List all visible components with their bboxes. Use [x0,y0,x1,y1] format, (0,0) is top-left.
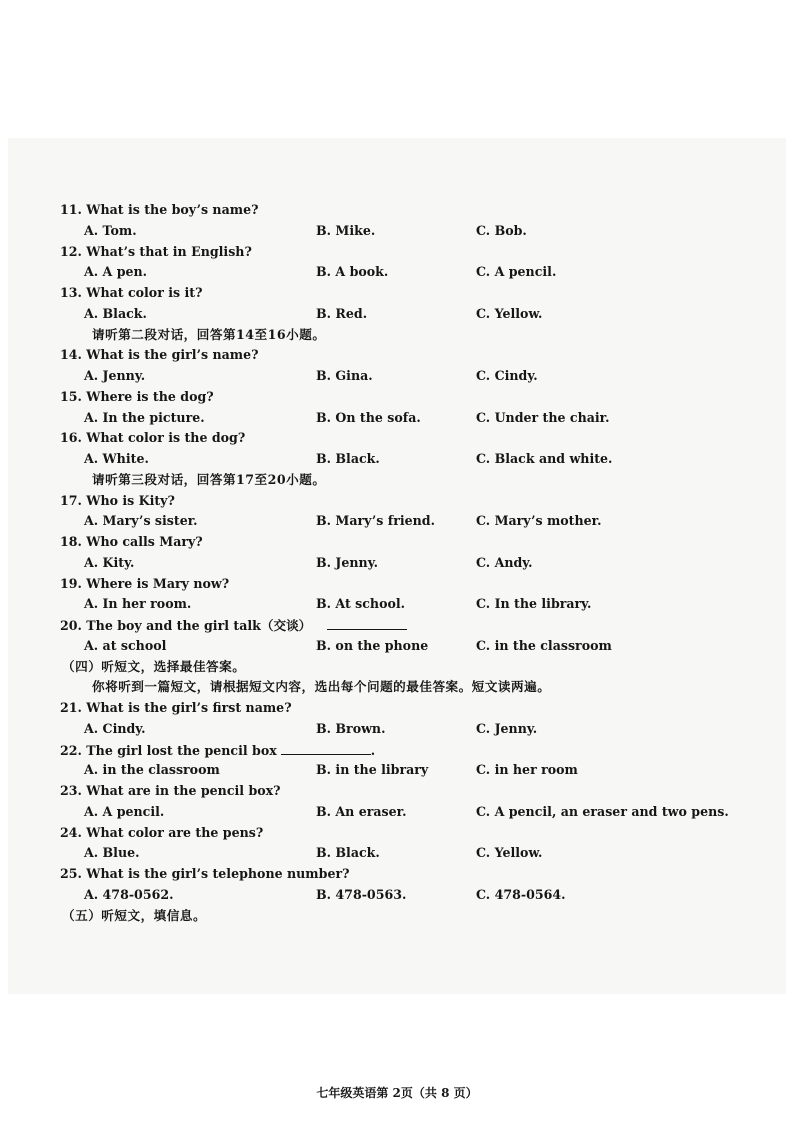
options-line [8,366,786,386]
option-a: A. Kity. [84,554,135,570]
option-a: A. 478-0562. [84,886,174,902]
question-stem: 18. Who calls Mary? [60,534,203,549]
question-text [60,740,375,761]
option-b: B. At school. [316,596,406,612]
question-stem: 15. Where is the dog? [60,388,214,404]
option-b: B. An eraser. [316,803,407,819]
instruction-line [8,470,786,490]
question-stem: 11. What is the boy’s name? [60,202,259,217]
option-c: C. Bob. [476,222,527,238]
page-footer: 七年级英语第 2页（共 8 页） [316,1086,478,1100]
option-c: C. A pencil. [476,264,557,280]
question-text [60,491,175,511]
question-line [8,491,786,511]
option-c: C. 478-0564. [476,886,566,902]
option-a: A. Blue. [84,845,140,861]
question-text [60,200,258,220]
question-text [60,574,229,594]
question-stem: 22. The girl lost the pencil box [60,742,277,758]
question-line [8,428,786,448]
option-a: A. White. [84,451,149,466]
option-a: A. Jenny. [84,368,146,383]
question-stem: 25. What is the girl’s telephone number? [60,866,350,881]
instruction-line [8,325,786,345]
option-b: B. Red. [316,305,368,321]
question-line [8,698,786,718]
question-line [8,615,786,635]
question-line [8,387,786,407]
question-text [60,864,349,884]
answer-blank [327,615,407,630]
options-line [8,636,786,656]
option-a: A. Cindy. [84,720,146,736]
option-a: A. Tom. [84,222,137,238]
option-c: C. in her room [476,762,578,778]
section-title: （四）听短文，选择最佳答案。 [62,658,246,674]
options-line [8,553,786,573]
question-text [60,781,281,801]
option-b: B. Black. [316,845,380,861]
option-b: B. Black. [316,451,380,466]
question-line [8,242,786,262]
option-a: A. In her room. [84,596,192,612]
option-c: C. In the library. [476,596,592,612]
question-line [8,574,786,594]
question-text [60,387,214,407]
option-c: C. Mary’s mother. [476,513,602,529]
question-stem: 24. What color are the pens? [60,824,264,840]
option-b: B. A book. [316,264,389,280]
option-c: C. Andy. [476,554,533,570]
option-b: B. Mike. [316,222,376,238]
option-c: C. Cindy. [476,368,538,383]
options-line [8,408,786,428]
options-line [8,449,786,469]
options-line [8,760,786,780]
question-line [8,200,786,220]
option-c: C. in the classroom [476,637,612,653]
question-text [60,283,202,303]
section-heading [8,657,786,677]
option-b: B. Mary’s friend. [316,513,435,529]
question-text [60,823,263,843]
question-line [8,823,786,843]
question-line [8,740,786,760]
question-text [60,428,245,448]
option-c: C. Yellow. [476,305,543,321]
option-a: A. in the classroom [84,762,220,778]
instruction-text: 请听第三段对话，回答第17至20小题。 [92,471,326,487]
question-stem: 17. Who is Kity? [60,492,175,508]
option-c: C. Jenny. [476,720,538,736]
answer-blank [281,740,371,755]
options-line [8,304,786,324]
question-line [8,283,786,303]
option-b: B. on the phone [316,637,429,653]
option-c: C. A pencil, an eraser and two pens. [476,803,729,819]
question-line [8,864,786,884]
instruction-text: 你将听到一篇短文，请根据短文内容，选出每个问题的最佳答案。短文读两遍。 [92,679,551,695]
question-stem: 16. What color is the dog? [60,430,246,446]
question-stem: 21. What is the girl’s first name? [60,700,292,715]
options-line [8,594,786,614]
question-text [60,615,407,636]
options-line [8,885,786,905]
question-text [60,242,252,262]
options-line [8,221,786,241]
question-stem: 14. What is the girl’s name? [60,347,259,363]
option-c: C. Yellow. [476,845,543,861]
question-stem: 20. The boy and the girl talk（交谈） [60,618,312,633]
option-c: C. Under the chair. [476,409,610,425]
instruction-text: 请听第二段对话，回答第14至16小题。 [92,326,326,342]
question-line [8,781,786,801]
question-text [60,345,259,365]
question-stem: 13. What color is it? [60,285,203,300]
question-tail: . [370,742,376,758]
question-stem: 12. What’s that in English? [60,243,252,259]
option-c: C. Black and white. [476,451,613,466]
option-a: A. A pencil. [84,803,165,819]
option-a: A. at school [84,637,167,653]
option-a: A. Black. [84,305,147,321]
question-stem: 23. What are in the pencil box? [60,783,281,798]
options-line [8,262,786,282]
option-a: A. A pen. [84,264,148,280]
section-title: （五）听短文，填信息。 [62,907,207,923]
option-b: B. 478-0563. [316,886,407,902]
section-heading [8,906,786,926]
question-stem: 19. Where is Mary now? [60,575,230,591]
question-text [60,698,292,718]
question-line [8,345,786,365]
question-text [60,532,203,552]
option-b: B. Brown. [316,720,386,736]
instruction-line [8,677,786,697]
options-line [8,802,786,822]
options-line [8,843,786,863]
options-line [8,719,786,739]
option-b: B. On the sofa. [316,409,421,425]
option-b: B. Gina. [316,368,373,383]
option-a: A. Mary’s sister. [84,513,198,529]
options-line [8,511,786,531]
question-line [8,532,786,552]
exam-page [8,138,786,1100]
option-b: B. Jenny. [316,554,378,570]
option-b: B. in the library [316,762,429,778]
option-a: A. In the picture. [84,409,205,425]
